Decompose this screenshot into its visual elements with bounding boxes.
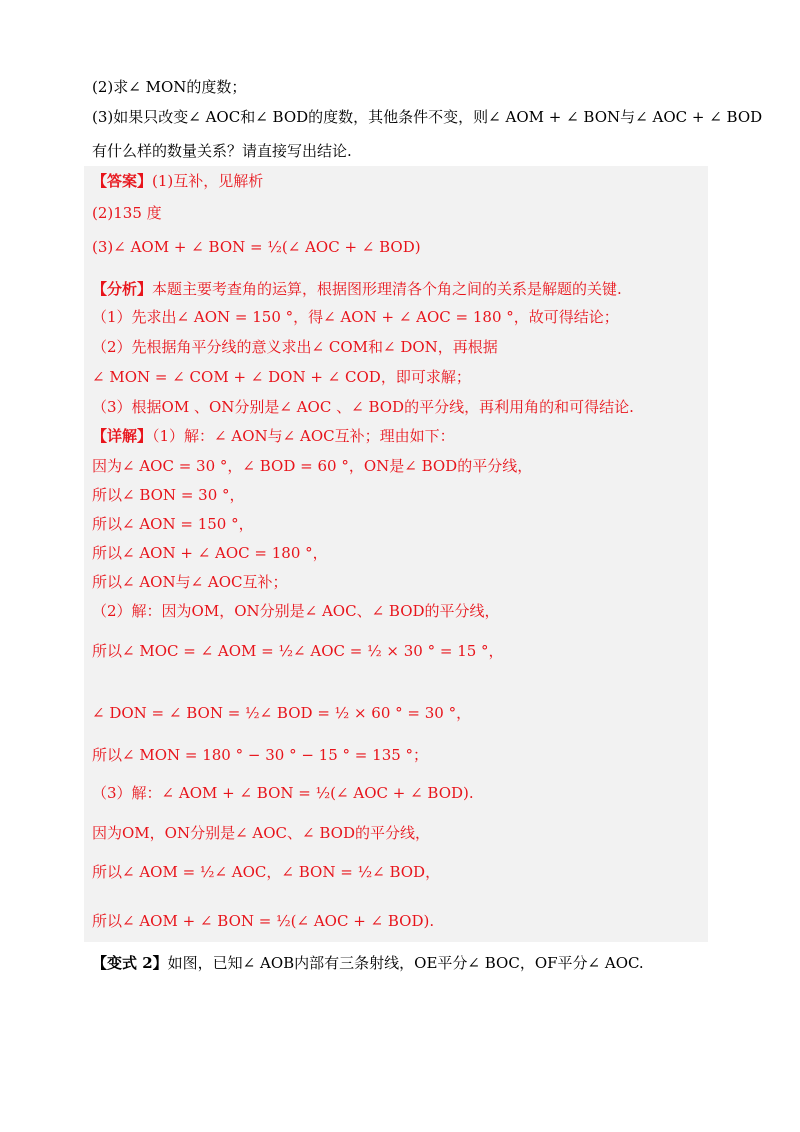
analysis-header (92, 278, 622, 300)
detail-l14: 所以∠ AOM + ∠ BON = ½(∠ AOC + ∠ BOD). (92, 912, 435, 930)
question-3-line2: 有什么样的数量关系？请直接写出结论. (92, 142, 352, 160)
detail-header (92, 425, 455, 447)
variant-text: 如图，已知∠ AOB内部有三条射线，OE平分∠ BOC，OF平分∠ AOC. (167, 954, 644, 972)
detail-l5: 所以∠ AON + ∠ AOC = 180 °， (92, 544, 328, 562)
analysis-p2a: （2）先根据角平分线的意义求出∠ COM和∠ DON，再根据 (92, 338, 498, 356)
detail-l4: 所以∠ AON = 150 °， (92, 515, 254, 533)
detail-l8: 所以∠ MOC = ∠ AOM = ½∠ AOC = ½ × 30 ° = 15 °， (92, 642, 504, 660)
answer-label: 【答案】 (92, 172, 153, 190)
answer-header (92, 170, 263, 192)
answer-2: (2)135 度 (92, 204, 162, 222)
answer-1: (1)互补，见解析 (152, 172, 264, 190)
detail-l12: 因为OM，ON分别是∠ AOC、∠ BOD的平分线， (92, 824, 430, 842)
analysis-p1: （1）先求出∠ AON = 150 °，得∠ AON + ∠ AOC = 180 °，故可得结论； (92, 308, 619, 326)
analysis-p3: （3）根据OM 、ON分别是∠ AOC 、∠ BOD的平分线，再利用角的和可得结论. (92, 398, 634, 416)
detail-l6: 所以∠ AON与∠ AOC互补； (92, 573, 288, 591)
detail-l9: ∠ DON = ∠ BON = ½∠ BOD = ½ × 60 ° = 30 °， (92, 704, 472, 722)
question-3-line1: (3)如果只改变∠ AOC和∠ BOD的度数，其他条件不变，则∠ AOM + ∠ BON与∠ AOC + ∠ BOD (92, 108, 763, 126)
detail-l10: 所以∠ MON = 180 ° − 30 ° − 15 ° = 135 °； (92, 746, 429, 764)
question-2: (2)求∠ MON的度数； (92, 78, 247, 96)
detail-l7: （2）解：因为OM，ON分别是∠ AOC、∠ BOD的平分线， (92, 602, 500, 620)
answer-3: (3)∠ AOM + ∠ BON = ½(∠ AOC + ∠ BOD) (92, 238, 421, 256)
detail-l13: 所以∠ AOM = ½∠ AOC，∠ BON = ½∠ BOD， (92, 863, 441, 881)
detail-l3: 所以∠ BON = 30 °， (92, 486, 245, 504)
detail-label: 【详解】 (92, 427, 153, 445)
analysis-label: 【分析】 (92, 280, 153, 298)
analysis-p2b: ∠ MON = ∠ COM + ∠ DON + ∠ COD，即可求解； (92, 368, 471, 386)
analysis-text: 本题主要考查角的运算，根据图形理清各个角之间的关系是解题的关键. (152, 280, 622, 298)
variant-label: 【变式 2】 (92, 954, 168, 972)
variant-2 (92, 952, 644, 974)
detail-l1: （1）解：∠ AON与∠ AOC互补；理由如下： (152, 427, 455, 445)
detail-l11: （3）解：∠ AOM + ∠ BON = ½(∠ AOC + ∠ BOD). (92, 784, 474, 802)
detail-l2: 因为∠ AOC = 30 °，∠ BOD = 60 °，ON是∠ BOD的平分线， (92, 457, 533, 475)
